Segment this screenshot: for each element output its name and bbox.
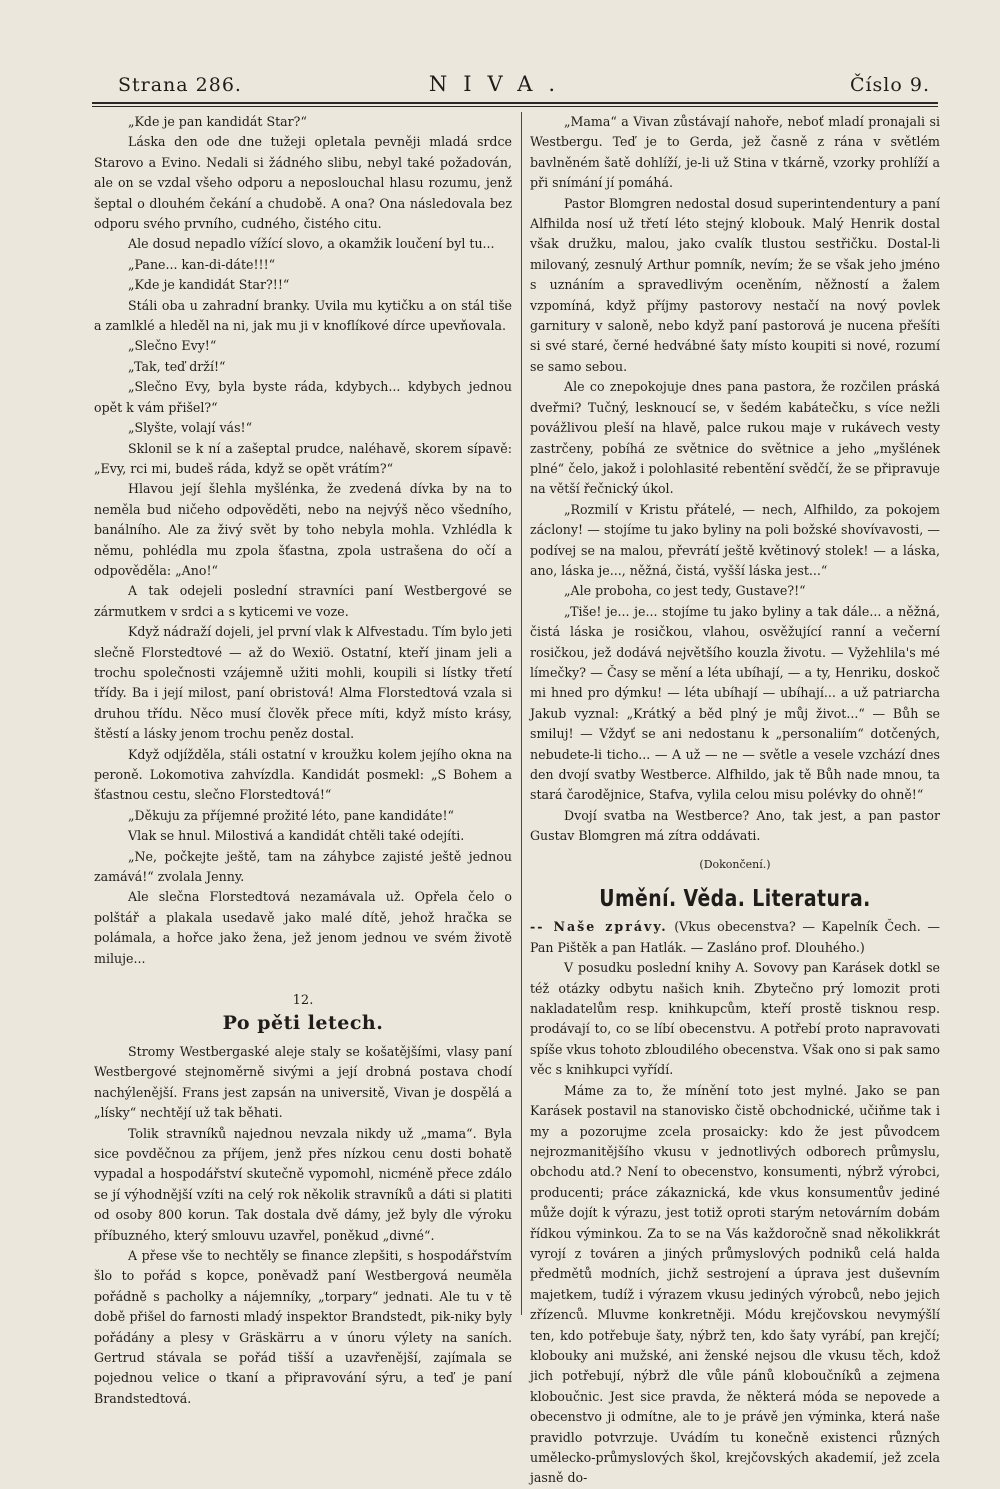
header-rule-bottom <box>92 106 938 107</box>
culture-section-heading: Umění. Věda. Literatura. <box>599 886 871 913</box>
paragraph: A tak odejeli poslední stravníci paní Westbergové se zármutkem v srdci a s kyticemi ve voze. <box>94 583 512 619</box>
paragraph: Když nádraží dojeli, jel první vlak k Alfvestadu. Tím bylo jeti slečně Florstedtové — až do Wexiö. Ostatní, kteří jinam jeli a trochu společnosti vzájemně užiti mohli, koupili si lístky třetí třídy. Ba i její milost, paní obristová! Alma Florstedtová vzala si druhou třídu. Něco musí člověk přece míti, když místo krásy, štěstí a lásky jenom trochu peněz dostal. <box>94 624 512 742</box>
paragraph: „Slečno Evy!“ <box>128 338 217 354</box>
paragraph: Láska den ode dne tužeji opletala pevněji mladá srdce Starovo a Evino. Nedali si žádného slibu, nebyl také požadován, ale on se vzdal všeho odporu a neposlouchal hlasu rozumu, jenž šeptal o dlouhém čekání a chudobě. A ona? Ona následovala bez odporu svého prvního, cudného, čistého citu. <box>94 134 512 232</box>
paragraph: Dvojí svatba na Westberce? Ano, tak jest, a pan pastor Gustav Blomgren má zítra oddávati. <box>530 807 940 844</box>
paragraph: „Děkuju za příjemné prožité léto, pane kandidáte!“ <box>128 807 454 823</box>
section-title: Po pěti letech. <box>222 1012 384 1035</box>
paragraph: „Ne, počkejte ještě, tam na záhybce zajisté ještě jednou zamává!“ zvolala Jenny. <box>94 848 512 885</box>
paragraph: Stáli oba u zahradní branky. Uvila mu kytičku a on stál tiše a zamlklé a hleděl na ni, jak mu ji v knoflíkové dírce upevňovala. <box>94 297 512 334</box>
page-number-label: Strana 286. <box>118 74 242 96</box>
news-intro <box>530 917 940 958</box>
paragraph: Pastor Blomgren nedostal dosud superintendentury a paní Alfhilda nosí už třetí léto stejný klobouk. Malý Henrik dostal však družku, malou, jako cvalík tlustou sestřičku. Dostal-li milovaný, zesnulý Arthur pomník, nevím; že se však jeho jméno s uznáním a spravedlivým oceněním, něžností a žalem vzpomíná, když příjmy pastorovy nestačí na nový povlek garnitury v saloně, nebo když paní pastorová je nucena přešíti si své staré, černé hedvábné šaty místo koupiti si nové, rozumí se samo sebou. <box>530 195 940 374</box>
news-kicker: -- Naše zprávy. <box>530 919 668 935</box>
section-body <box>94 1042 512 1409</box>
paragraph: „Kde je pan kandidát Star?“ <box>128 114 307 129</box>
column-divider <box>521 112 522 1315</box>
header-rule-top <box>92 102 938 104</box>
story-continuation <box>94 112 512 969</box>
story-ending <box>530 112 940 847</box>
paragraph: „Slečno Evy, byla byste ráda, kdybych... kdybych jednou opět k vám přišel?“ <box>94 379 512 415</box>
paragraph: Ale slečna Florstedtová nezamávala už. Opřela čelo o polštář a plakala usedavě jako malé dítě, jehož hračka se polámala, a hořce jako žena, jež jenom jednou ve svém životě miluje... <box>94 889 512 966</box>
section-number: 12. <box>292 993 314 1009</box>
paragraph: „Rozmilí v Kristu přátelé, — nech, Alfhildo, za pokojem záclony! — stojíme tu jako byliny na poli božské shovívavosti, — podívej se na malou, převrátí ještě květinový stolek! — a láska, ano, láska je..., něžná, čistá, vyšší láska jest...“ <box>530 501 940 578</box>
paragraph: Stromy Westbergaské aleje staly se košatějšími, vlasy paní Westbergové stejnoměrně sivými a její drobná postava chodí nachýlenější. Frans jest zapsán na universitě, Vivan je dospělá a „lísky“ nechtějí už tak běhati. <box>94 1043 512 1121</box>
paragraph: „Tiše! je... je... stojíme tu jako byliny a tak dále... a něžná, čistá láska je rosičkou, vlahou, osvěžující ranní a večerní rosičkou, jež dodává největšího kouzla životu. — Vyžehlila's mé límečky? — Časy se mění a léta ubíhají, — a ty, Henriku, doskoč mi hned pro dýmku! — léta ubíhají — ubíhají... a už patriarcha Jakub vyznal: „Krátký a běd plný je můj život...“ — Bůh se smiluj! — Vždyť se ani nedostanu k „personaliím“ dotčených, nebudete-li ticho... — A už — ne — světle a vesele vzchází dnes den dvojí svatby Westberce. Alfhildo, jak tě Bůh nade mnou, ta stará čarodějnice, Stafva, vylila celou misu polévky do ohně!“ <box>530 603 940 803</box>
continuation-note: (Dokončení.) <box>699 857 771 871</box>
paragraph: V posudku poslední knihy A. Sovovy pan Karásek dotkl se též otázky odbytu našich knih. Zbytečno prý lomozit proti nakladatelům resp. knihkupcům, kteří prostě tisknou resp. prodávají to, co se líbí obecenstvu. A potřebí proto napravovati spíše vkus tohoto zbloudilého obecenstva. Však ono si pak samo věc s knihkupci vyřídí. <box>530 960 940 1078</box>
paragraph: Když odjížděla, stáli ostatní v kroužku kolem jejího okna na peroně. Lokomotiva zahvízdla. Kandidát posmekl: „S Bohem a šťastnou cestu, slečno Florstedtová!“ <box>94 746 512 803</box>
paragraph: Máme za to, že mínění toto jest mylné. Jako se pan Karásek postavil na stanovisko čistě obchodnické, učiňme tak i my a pozorujme zcela prosaicky: kdo že jest původcem nejrozmanitějšího vkusu v jednotlivých odborech průmyslu, obchodu atd.? Není to obecenstvo, konsumenti, nýbrž výrobci, producenti; práce zákaznická, kde vkus konsumentův jediné může dojít k výrazu, jest totiž oproti starým netovárním dobám řídkou výminkou. Za to se na Vás každoročně snad několikkrát vyrojí z továren a jiných průmyslových podniků celá halda předmětů modních, jichž sestrojení a úprava jest duševním majetkem, tudíž i výrazem vkusu jediných výrobců, nebo jejich zřízenců. Mluvme konkretněji. Módu krejčovskou nevymýšlí ten, kdo potřebuje šaty, nýbrž ten, kdo šaty vyrábí, pan krejčí; klobouky ani mužské, ani ženské nejsou dle vkusu těch, kdož jich potřebují, nýbrž dle vůle pánů kloboučníků a zejmena kloboučnic. Jest sice pravda, že některá móda se nepovede a obecenstvo ji odmítne, ale to je právě jen výminka, která naše pravidlo potvrzuje. Uvádím tu konečně existenci různých umělecko-průmyslových škol, krejčovských akademií, jež zcela jasně do- <box>530 1082 940 1486</box>
paragraph: Hlavou její šlehla myšlénka, že zvedená dívka by na to neměla bud ničeho odpověděti, nebo na nejvýš něco všedního, banálního. Ale za živý svět by toho nebyla mohla. Vzhlédla k němu, pohlédla mu zpola šťastna, zpola ustrašena do očí a odpověděla: „Ano!“ <box>94 481 512 578</box>
paragraph: „Slyšte, volají vás!“ <box>128 420 253 436</box>
paragraph: „Pane... kan-di-dáte!!!“ <box>128 256 276 272</box>
issue-number-label: Číslo 9. <box>849 74 930 96</box>
paragraph: „Mama“ a Vivan zůstávají nahoře, neboť mladí pronajali si Westbergu. Teď je to Gerda, jež časně z rána v světlém bavlněném šatě dohlíží, je-li už Stina v tkárně, vzorky prohlíží a při snímání jí pomáhá. <box>530 114 940 191</box>
paragraph: „Tak, teď drží!“ <box>128 358 226 374</box>
right-column <box>530 112 940 1489</box>
news-body <box>530 958 940 1489</box>
paragraph: Sklonil se k ní a zašeptal prudce, naléhavě, skorem sípavě: „Evy, rci mi, budeš ráda, když se opět vrátím?“ <box>94 440 512 476</box>
paragraph: Ale co znepokojuje dnes pana pastora, že rozčilen práská dveřmi? Tučný, lesknoucí se, v šedém kabátečku, s více nežli povážlivou pleší na hlavě, palce rukou maje v rukávech vesty zastrčeny, pobíhá ze světnice do světnice a jeho „myšlének plné“ čelo, jakož i polohlasité rebentění svědčí, že se připravuje na větší řečnický úkol. <box>530 379 940 497</box>
left-column <box>94 112 512 1409</box>
paragraph: „Ale proboha, co jest tedy, Gustave?!“ <box>564 583 806 599</box>
news-lead: (Vkus obecenstva? — Kapelník Čech. — Pan Pištěk a pan Hatlák. — Zasláno prof. Dlouhého.) <box>530 919 940 955</box>
paragraph: Ale dosud nepadlo vížící slovo, a okamžik loučení byl tu... <box>128 236 495 252</box>
magazine-title: NIVA. <box>428 72 572 96</box>
paragraph: Vlak se hnul. Milostivá a kandidát chtěli také odejíti. <box>128 828 465 844</box>
paragraph: Tolik stravníků najednou nevzala nikdy už „mama“. Byla sice povděčnou za příjem, jenž přes nízkou cenu dosti bohatě vypadal a hospodářství skutečně vypomohl, nicméně přece zdálo se jí výhodnější vzíti na celý rok několik stravníků a dáti si platiti od osoby 800 korun. Tak dostala dvě dámy, jež byly dle výroku příbuzného, který smlouvu uzavřel, poněkud „divné“. <box>94 1125 512 1243</box>
paragraph: A přese vše to nechtěly se finance zlepšiti, s hospodářstvím šlo to pořád s kopce, poněvadž paní Westbergová neuměla pořádně s pacholky a nájemníky, „torpary“ jednati. Ale tu v tě době přišel do farnosti mladý inspektor Brandstedt, pik-niky byly pořádány a plesy v Gräskärru a v únoru výlety na saních. Gertrud stávala se pořád tišší a uzavřenější, zajímala se pojednou velice o tkaní a připravování sýru, a teď je paní Brandstedtová. <box>94 1247 512 1406</box>
paragraph: „Kde je kandidát Star?!!“ <box>128 277 290 293</box>
